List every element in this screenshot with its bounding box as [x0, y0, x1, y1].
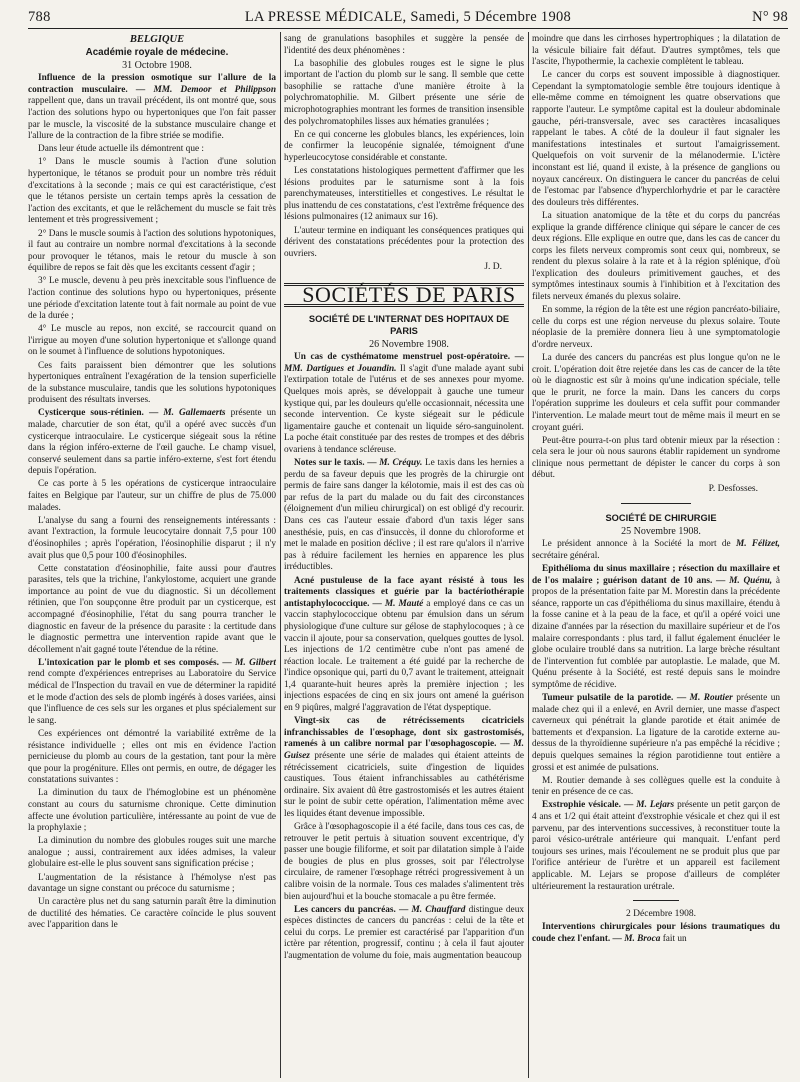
article-lead: Epithélioma du sinus maxillaire ; résection du maxillaire et de l'os malaire ; guérison datant de 10 ans. —	[532, 564, 780, 586]
article-paragraph: Peut-être pourra-t-on plus tard obtenir mieux par la résection : cela sera le jour où nous saurons établir rapidement un syndrome clinique nous permettant de dépister le cancer du corps à son début.	[532, 435, 780, 481]
column-3	[532, 34, 780, 1080]
article-paragraph: La diminution du taux de l'hémoglobine est un phénomène constant au cours du saturnisme chronique. Cette diminution affecte une évolution particulière, intéressante au point de vue de la prophylaxie ;	[28, 788, 276, 834]
article-author: MM. Dartigues et Jouandin.	[284, 363, 397, 374]
meeting-date: 31 Octobre 1908.	[122, 60, 192, 72]
article-text: présente un malade chez qui il a enlevé, en Avril dernier, une masse d'aspect caverneux qui pénétrait la glande parotide et était animée de battements et d'expansion. La ligature de la carotide externe au-dessus de la thyroïdienne supérieure n'a pas empêché la récidive ; depuis quelques semaines la région parotidienne tout entière a grossi et est animée de pulsations.	[532, 693, 780, 773]
big-title-frame	[284, 283, 524, 307]
article-author: M. Chauffard	[411, 904, 466, 915]
article-paragraph	[532, 800, 780, 893]
column-1	[28, 34, 276, 1080]
academy-heading: Académie royale de médecine.	[85, 47, 229, 59]
article-paragraph: Ce cas porte à 5 les opérations de cysticerque intraoculaire faites en Belgique par l'auteur, sur un chiffre de plus de 75.000 malades.	[28, 479, 276, 513]
section-title-belgique: BELGIQUE	[129, 34, 185, 45]
society-heading: SOCIÉTÉ DE L'INTERNAT DES HOPITAUX DE PARIS	[308, 314, 510, 337]
article-paragraph: Cette constatation d'éosinophilie, faite aussi pour d'autres parasites, tels que la trichine, l'ankylostome, acquiert une grande importance au point de vue du diagnostic. Si un décollement rétinien, que l'on soupçonne être produit par un cysticerque, est accompagné d'éosinophilie, l'état du sang pourra trancher le diagnostic en faveur de la présence du parasite : la certitude dans le diagnostic permettra une intervention rapide avant que le décollement n'ait gagné toute l'étendue de la rétine.	[28, 563, 276, 655]
article-text: présente un malade, charcutier de son état, qu'il a opéré avec succès d'un cysticerque intraoculaire. Le cysticerque siégeait sous la rétine dans la région inféro-externe de l'œil gauche. Le champ visuel, conservé seulement dans sa partie inféro-externe, s'est fort étendu depuis l'opération.	[28, 408, 276, 477]
article-paragraph: 4° Le muscle au repos, non excité, se raccourcit quand on l'irrigue au moyen d'une solution hypertonique et s'allonge quand on le soumet à l'influence de solutions hypotoniques.	[28, 324, 276, 358]
article-paragraph: Un caractère plus net du sang saturnin paraît être la diminution de ductilité des hématies. Ce caractère coïncide le plus souvent avec l'apparition dans le	[28, 897, 276, 931]
section-title-societes: SOCIÉTÉS DE PARIS	[302, 282, 516, 308]
article-paragraph: La basophilie des globules rouges est le signe le plus important de l'action du plomb sur le sang. Il semble que cette basophilie se rattache d'une manière étroite à la polychromatophilie. M. Gilbert présente une série de microphotographies montrant les formes de transition insensible des polychromatophiles lisses aux hématies granulées ;	[284, 58, 524, 127]
article-lead: Interventions chirurgicales pour lésions traumatiques du coude chez l'enfant. —	[532, 922, 780, 944]
article-author: M. Mauté	[384, 598, 424, 609]
article-paragraph	[284, 905, 524, 963]
article-signature: J. D.	[484, 261, 502, 272]
article-paragraph: En ce qui concerne les globules blancs, les expériences, loin de confirmer la leucopénie signalée, témoignent d'une hyperleucocytose considérable et constante.	[284, 129, 524, 163]
article-paragraph: moindre que dans les cirrhoses hypertrophiques ; la dilatation de la vésicule biliaire fait défaut. D'autres symptômes, tels que l'ascite, l'hypothermie, la cachexie complètent le tableau.	[532, 34, 780, 68]
article-text: distingue deux espèces distinctes de cancers du pancréas : celui de la tête et celui du corps. Le premier est caractérisé par l'apparition d'un ictère par rétention, progressif, continu ; à cela il faut ajouter l'augmentation de volume du foie, mais augmentation beaucoup	[284, 904, 524, 962]
article-text: L'auteur termine en indiquant les conséquences pratiques qui dérivent des constatations précédentes pour la protection des ouvriers.	[284, 225, 524, 259]
article-paragraph: Dans leur étude actuelle ils démontrent que :	[38, 144, 204, 155]
article-paragraph	[284, 576, 524, 715]
society-heading: SOCIÉTÉ DE CHIRURGIE	[605, 513, 717, 524]
article-paragraph	[28, 408, 276, 478]
article-text: Le président annonce à la Société la mort de	[542, 539, 731, 550]
article-paragraph	[284, 226, 524, 261]
article-signature: P. Desfosses.	[708, 483, 758, 494]
article-author: M. Gallemaerts	[163, 408, 226, 419]
article-text: fait un	[662, 933, 687, 944]
article-paragraph: La situation anatomique de la tête et du corps du pancréas explique la grande différence clinique qui sépare le cancer de ces deux régions. Elle explique en outre que, dans les cas de cancer du corps les filets nerveux compromis sont ceux qui, nombreux, se rendent du plexus solaire à la rate et à la région splénique, d'où l'explication des douleurs primitivement gauches, et des symptômes intestinaux soumis à l'inhibition et à l'excitation des filets nerveux émanés du plexus solaire.	[532, 210, 780, 303]
column-divider-1	[280, 32, 281, 1078]
article-author: M. Quénu,	[729, 575, 773, 586]
article-lead: Cysticerque sous-rétinien. —	[38, 408, 159, 419]
article-text: à propos de la présentation faite par M. Morestin dans la précédente séance, rapporte un cas d'épithélioma du sinus maxillaire, étendu à la fosse canine et à la peau de la face, et qu'il a opéré voici une dizaine d'années par la résection du maxillaire supérieur et de l'os malaire correspondants : plus tard, il fallut également énucléer le globe oculaire troublé dans sa nutrition. La large brèche résultant de l'intervention fut comblée par autoplastie. Le malade, que M. Quénu présente à la Société, est resté depuis sans le moindre symptôme de récidive.	[532, 575, 780, 690]
section-divider	[633, 900, 679, 901]
article-lead: Notes sur le taxis. —	[294, 458, 377, 469]
article-paragraph: sang de granulations basophiles et suggère la pensée de l'identité des deux phénomènes :	[284, 34, 524, 56]
article-lead: Tumeur pulsatile de la parotide. —	[542, 693, 687, 704]
article-text: a employé dans ce cas un vaccin staphylococcique obtenu par émulsion dans un sérum physiologique d'une culture sur gélose de staphylocoques ; à ce vaccin il ajoute, pour sa conservation, quelques gouttes de lysol. Les injections de 1/2 centimètre cube n'ont pas amené de réaction locale. Le traitement a été guidé par la recherche de l'indice opsonique qui, parti du 0,7 avant le traitement, atteignait 1,4 quarante-huit heures après la première injection ; les injections espacées de cinq en six jours ont amené la guérison en 9 piqûres, malgré l'aggravation de l'état dyspeptique.	[284, 598, 524, 714]
article-author: M. Gilbert	[235, 657, 276, 668]
article-lead: L'intoxication par le plomb et ses composés. —	[38, 657, 232, 668]
article-paragraph: Les constatations histologiques permettent d'affirmer que les lésions produites par le saturnisme sont à la fois parenchymateuses, interstitielles et congestives. Le résultat le plus inattendu de ces constatations, c'est l'extrême fréquence des lésions pulmonaires (12 animaux sur 16).	[284, 166, 524, 223]
article-author: M. Guisez	[284, 739, 524, 761]
column-2	[284, 34, 524, 1080]
article-paragraph: Ces expériences ont démontré la variabilité extrême de la résistance individuelle ; elles ont mis en évidence l'action pernicieuse du plomb au cours de la gestation, tant pour la mère que pour la progéniture. Elles ont permis, en outre, de dégager les constatations suivantes :	[28, 728, 276, 786]
meeting-date: 26 Novembre 1908.	[369, 339, 449, 351]
article-lead: Les cancers du pancréas. —	[294, 904, 409, 915]
article-paragraph	[532, 922, 780, 945]
article-paragraph	[28, 73, 276, 143]
article-lead: Acné pustuleuse de la face ayant résisté à tous les traitements classiques et guérie par la bactériothérapie antistaphylococcique. —	[284, 575, 524, 609]
page-number: 788	[28, 9, 51, 25]
article-text: présente un petit garçon de 4 ans et 1/2 qui était atteint d'exstrophie vésicale et chez qui il est parvenu, par des interventions successives, à reconstituer toute la paroi vésico-urétrale antérieure qui manquait. L'enfant perd toujours ses urines, mais l'écoulement ne se produit plus que par l'orifice antérieur de l'urètre et un appareil est facilement applicable. M. Lejars se propose d'ailleurs de compléter ultérieurement la restauration urétrale.	[532, 800, 780, 892]
issue-number: N° 98	[752, 9, 788, 25]
article-text: Le taxis dans les hernies a perdu de sa faveur depuis que les progrès de la chirurgie ont permis de faire sans danger la kélotomie, mais il est des cas où par refus de la part du malade ou du fait des circonstances (éloignement d'un milieu chirurgical) on est obligé d'y recourir. Dans ces cas l'auteur essaie d'abord d'un taxis léger sans anesthésie, puis, en cas d'insuccès, il donne du chloroforme et met le malade en position déclive ; il est rare qu'alors il n'arrive pas à réduire facilement les hernies en apparence les plus irréductibles.	[284, 458, 524, 573]
article-paragraph: En somme, la région de la tête est une région pancréato-biliaire, celle du corps est une région nerveuse du plexus solaire. Toute néoplasie de la première donnera lieu à une symptomatologie d'ordre nerveux.	[532, 305, 780, 350]
article-author: MM. Demoor et Philippson	[153, 84, 276, 95]
article-paragraph: M. Routier demande à ses collègues quelle est la conduite à tenir en présence de ce cas.	[532, 775, 780, 798]
article-paragraph: Ces faits paraissent bien démontrer que les solutions hypertoniques entraînent l'exagération de la tension superficielle de la substance musculaire, tandis que les solutions hypotoniques produisent des résultats inverses.	[28, 360, 276, 406]
meeting-date: 25 Novembre 1908.	[621, 526, 701, 538]
article-paragraph	[28, 658, 276, 728]
article-paragraph	[284, 458, 524, 574]
article-paragraph: La durée des cancers du pancréas est plus longue qu'on ne le croit. L'opération doit être rejetée dans les cas de cancer de la tête où le diagnostic est sûr à moins qu'une indication spéciale, telle que le prurit, ne force la main. Dans les cancers du corps l'opération supprime les douleurs et cela suffit pour commander l'intervention. Le malade meurt tout de même mais il meurt en se croyant guéri.	[532, 353, 780, 433]
article-text: rappellent que, dans un travail précédent, ils ont montré que, sous l'action des solutions hypo ou hypertoniques que l'on fait passer par le muscle, la viscosité de la substance musculaire change et l'allure de la contraction de la fibre striée se modifie.	[28, 96, 276, 142]
article-paragraph: 1° Dans le muscle soumis à l'action d'une solution hypertonique, le tétanos se produit pour un nombre très réduit d'excitations à la seconde ; mais ce qui est caractéristique, c'est que le tétanos persiste un certain temps après la cessation de l'action des excitants, et que le relâchement du muscle se fait très lentement et très progressivement ;	[28, 157, 276, 226]
article-text: secrétaire général.	[532, 550, 600, 561]
page-header	[28, 6, 788, 28]
meeting-date: 2 Décembre 1908.	[626, 909, 696, 920]
article-author: M. Broca	[624, 933, 661, 944]
article-text: Il s'agit d'une malade ayant subi l'extirpation totale de l'utérus et de ses annexes pour myome. Quelques mois après, se développait à gauche une tumeur kystique qui, par les douleurs qu'elle occasionnait, nécessita une seconde intervention. Ce kyste siégeait sur le pédicule ligamentaire gauche et contenait un liquide séro-sanguinolent. La poche était constituée par des restes de trompes et des débris ovariens à tendance scléreuse.	[284, 363, 524, 455]
column-divider-2	[528, 32, 529, 1078]
article-paragraph: La diminution du nombre des globules rouges suit une marche analogue ; aussi, contrairement aux idées admises, la valeur globulaire est-elle le plus souvent sans signification précise ;	[28, 836, 276, 870]
article-lead: Exstrophie vésicale. —	[542, 800, 634, 811]
article-paragraph	[284, 352, 524, 456]
article-paragraph: Grâce à l'œsophagoscopie il a été facile, dans tous ces cas, de retrouver le petit pertuis à situation souvent excentrique, d'y passer une bougie filiforme, et soit par dilatation simple à l'aide de bougies de plus en plus grosses, soit par l'électrolyse circulaire, de ramener l'œsophage rétréci progressivement à un calibre voisin de la normale. Tous ces malades s'alimentent très bien aujourd'hui et la bouche stomacale a pu être fermée.	[284, 822, 524, 902]
article-paragraph: 2° Dans le muscle soumis à l'action des solutions hypotoniques, il faut au contraire un nombre normal d'excitations à la seconde pour provoquer le tétanos, mais le retour du muscle à son équilibre de repos se fait dès que les excitants cessent d'agir ;	[28, 228, 276, 274]
article-lead: Vingt-six cas de rétrécissements cicatriciels infranchissables de l'œsophage, dont six gastrostomisés, ramenés à un calibre normal par l'œsophagoscopie. —	[284, 716, 524, 750]
article-text: présente une série de malades qui étaient atteints de rétrécissement cicatriciels, suite d'ingestion de liquides caustiques. Tous étaient infranchissables au cathétérisme ordinaire. Six avaient dû être gastrostomisés et les autres étaient sur le point de subir cette opération, l'alimentation même avec les liquides étant devenue impossible.	[284, 750, 524, 819]
article-paragraph	[532, 693, 780, 774]
article-paragraph: L'augmentation de la résistance à l'hémolyse n'est pas davantage un signe constant ou précoce du saturnisme ;	[28, 872, 276, 895]
article-paragraph: 3° Le muscle, devenu à peu près inexcitable sous l'influence de l'action continue des solutions hypo ou hypertoniques, présente une période d'excitation latente tout à fait normale au point de vue de la durée ;	[28, 276, 276, 322]
header-rule	[28, 28, 788, 29]
article-paragraph: L'analyse du sang a fourni des renseignements intéressants : avant l'extraction, la formule leucocytaire donnait 7,5 pour 100 d'éosinophiles ; après l'opération, l'éosinophilie disparut ; il n'y avait plus que 0,5 pour 100 d'éosinophiles.	[28, 515, 276, 561]
article-author: M. Routier	[689, 693, 733, 704]
article-lead: Influence de la pression osmotique sur l'allure de la contraction musculaire. —	[28, 73, 276, 95]
article-paragraph	[532, 539, 780, 562]
article-paragraph	[532, 564, 780, 692]
article-paragraph	[284, 716, 524, 820]
section-divider	[621, 503, 691, 504]
article-author: M. Lejars	[636, 800, 675, 811]
article-author: M. Créquy.	[379, 458, 423, 469]
article-author: M. Félizet,	[735, 539, 780, 550]
article-text: rend compte d'expériences entreprises au Laboratoire du Service médical de l'Inspection du travail en vue de déterminer la rapidité et le mode d'action des sels de plomb ingérés à doses variées, ainsi que l'influence de ces sels sur les organes et plus spécialement sur le sang.	[28, 669, 276, 726]
article-paragraph: Le cancer du corps est souvent impossible à diagnostiquer. Cependant la symptomatologie semble être toujours identique à elle-même comme en témoignent les quatre observations que rapporte l'auteur. Le symptôme capital est la douleur abdominale gauche, péri-transversale, avec ses caractères incasaliques rappelant le tabes. A côté de la douleur il faut signaler les manifestations intestinales et surtout l'amaigrissement. Quelquefois on voit survenir de la mélanodermie. L'ictère inconstant est lié, quand il existe, à la présence de ganglions ou noyaux cancéreux. On distinguera le cancer du pancréas de celui de l'estomac par l'absence d'hyperchlorhydrie et par le caractère des douleurs très différentes.	[532, 70, 780, 208]
journal-title: LA PRESSE MÉDICALE, Samedi, 5 Décembre 1908	[244, 9, 572, 25]
article-lead: Un cas de cysthématome menstruel post-opératoire. —	[294, 352, 524, 363]
